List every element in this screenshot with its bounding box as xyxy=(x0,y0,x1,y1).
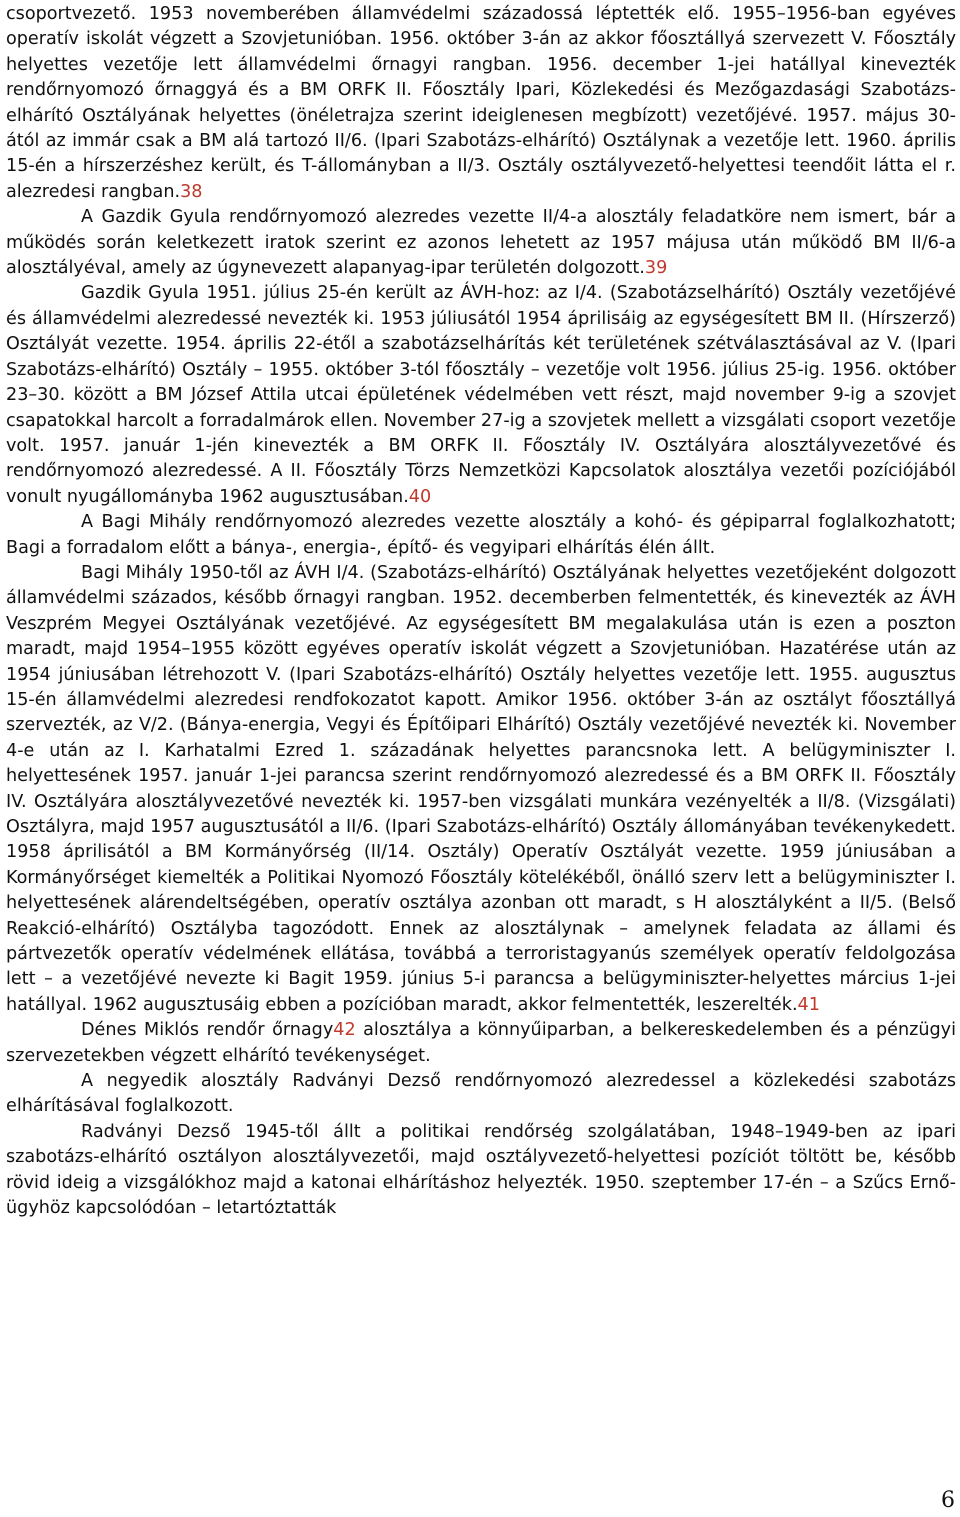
paragraph-text: A Bagi Mihály rendőrnyomozó alezredes vezette alosztály a kohó- és gépiparral foglalkozhatott; Bagi a forradalom előtt a bánya-, energia-, építő- és vegyipari elhárítás élén állt. xyxy=(6,512,956,558)
paragraph-text: Dénes Miklós rendőr őrnagy xyxy=(81,1020,334,1041)
footnote-reference[interactable]: 42 xyxy=(333,1020,356,1041)
paragraph xyxy=(6,1018,956,1069)
paragraph xyxy=(6,561,956,1018)
footnote-reference[interactable]: 40 xyxy=(408,486,432,507)
paragraph-text: A negyedik alosztály Radványi Dezső rendőrnyomozó alezredessel a közlekedési szabotázs elhárításával foglalkozott. xyxy=(6,1071,956,1117)
footnote-reference[interactable]: 39 xyxy=(644,258,668,279)
paragraph-text: Radványi Dezső 1945-től állt a politikai rendőrség szolgálatában, 1948–1949-ben az ipari szabotázs-elhárító osztályon alosztályvezetői, majd osztályvezető-helyettesi pozíciót töltött be, később rövid ideig a vizsgálókhoz majd a katonai elhárításhoz helyezték. 1950. szeptember 17-én – a Szűcs Ernő-ügyhöz kapcsolódóan – letartóztatták xyxy=(6,1121,956,1219)
paragraph xyxy=(6,1120,956,1222)
paragraph-text: csoportvezető. 1953 novemberében államvédelmi századossá léptették elő. 1955–1956-ban egyéves operatív iskolát végzett a Szovjetunióban. 1956. október 3-án az akkor főosztállyá szervezett V. Főosztály helyettes vezetője lett államvédelmi őrnagyi rangban. 1956. december 1-jei hatállyal kinevezték rendőrnyomozó őrnaggyá és a BM ORFK II. Főosztály Ipari, Közlekedési és Mezőgazdasági Szabotázs-elhárító Osztályának helyettes (önéletrajza szerint ideiglenesen megbízott) vezetőjévé. 1957. május 30-ától az immár csak a BM alá tartozó II/6. (Ipari Szabotázs-elhárító) Osztálynak a vezetője lett. 1960. április 15-én a hírszerzéshez került, és T-állományban a II/3. Osztály osztályvezető-helyettesi teendőit látta el r. alezredesi rangban. xyxy=(6,4,956,202)
paragraph xyxy=(6,1069,956,1120)
page-number: 6 xyxy=(941,1488,955,1513)
paragraph xyxy=(6,2,956,205)
footnote-reference[interactable]: 41 xyxy=(797,994,820,1015)
paragraph xyxy=(6,510,956,561)
paragraph-text: Gazdik Gyula 1951. július 25-én került az ÁVH-hoz: az I/4. (Szabotázselhárító) Osztály vezetőjévé és államvédelmi alezredessé nevezték ki. 1953 júliusától 1954 áprilisáig az egységesített BM II. (Hírszerző) Osztályát vezette. 1954. április 22-étől a szabotázselhárítás két területének szétválasztásával az V. (Ipari Szabotázs-elhárító) Osztály – 1955. október 3-tól főosztály – vezetője volt 1956. július 25-ig. 1956. október 23–30. között a BM József Attila utcai épületének védelmében vett részt, majd november 9-ig a szovjet csapatokkal harcolt a forradalmárok ellen. November 27-ig a szovjetek mellett a vizsgálati csoport vezetője volt. 1957. január 1-jén kinevezték a BM ORFK II. Főosztály IV. Osztályára alosztályvezetővé és rendőrnyomozó alezredessé. A II. Főosztály Törzs Nemzetközi Kapcsolatok alosztálya vezetői pozíciójából vonult nyugállományba 1962 augusztusában. xyxy=(6,283,956,507)
paragraph-text: A Gazdik Gyula rendőrnyomozó alezredes vezette II/4-a alosztály feladatköre nem ismert, bár a működés során keletkezett iratok szerint ez azonos lehetett az 1957 májusa után működő BM II/6-a alosztályéval, amely az úgynevezett alapanyag-ipar területén dolgozott. xyxy=(6,207,956,279)
paragraph-text: alosztálya a könnyűiparban, a belkereskedelemben és a pénzügyi szervezetekben végzett elhárító tevékenységet. xyxy=(6,1020,956,1066)
paragraph-text: Bagi Mihály 1950-től az ÁVH I/4. (Szabotázs-elhárító) Osztályának helyettes vezetőjeként dolgozott államvédelmi százados, később őrnagyi rangban. 1952. decemberben felmentették, és kinevezték az ÁVH Veszprém Megyei Osztályának vezetőjévé. Az egységesített BM megalakulása után is ezen a poszton maradt, majd 1954–1955 között egyéves operatív iskolát végzett a Szovjetunióban. Hazatérése után az 1954 júniusában létrehozott V. (Ipari Szabotázs-elhárító) Osztály helyettes vezetője lett. 1955. augusztus 15-én államvédelmi alezredesi rendfokozatot kapott. Amikor 1956. október 3-án az osztályt főosztállyá szervezték, az V/2. (Bánya-energia, Vegyi és Építőipari Elhárító) Osztály vezetőjévé nevezték ki. November 4-e után az I. Karhatalmi Ezred 1. századának helyettes parancsnoka lett. A belügyminiszter I. helyettesének 1957. január 1-jei parancsa szerint rendőrnyomozó alezredessé és a BM ORFK II. Főosztály IV. Osztályára alosztályvezetővé nevezték ki. 1957-ben vizsgálati munkára vezényelték a II/8. (Vizsgálati) Osztályra, majd 1957 augusztusától a II/6. (Ipari Szabotázs-elhárító) Osztály állományában tevékenykedett. 1958 áprilisától a BM Kormányőrség (II/14. Osztály) Operatív Osztályát vezette. 1959 júniusában a Kormányőrséget kiemelték a Politikai Nyomozó Főosztály kötelékéből, önálló szerv lett a belügyminiszter I. helyettesének alárendeltségében, operatív osztálya azonban ott maradt, s H alosztályként a II/5. (Belső Reakció-elhárító) Osztályba tagozódott. Ennek az alosztálynak – amelynek feladata az állami és pártvezetők operatív védelmének ellátása, továbbá a terroristagyanús személyek operatív feldolgozása lett – a vezetőjévé nevezte ki Bagit 1959. június 5-i parancsa a belügyminiszter-helyettes március 1-jei hatállyal. 1962 augusztusáig ebben a pozícióban maradt, akkor felmentették, leszerelték. xyxy=(6,562,956,1015)
footnote-reference[interactable]: 38 xyxy=(180,181,203,202)
paragraph xyxy=(6,281,956,510)
document-body xyxy=(6,2,956,1222)
paragraph xyxy=(6,205,956,281)
